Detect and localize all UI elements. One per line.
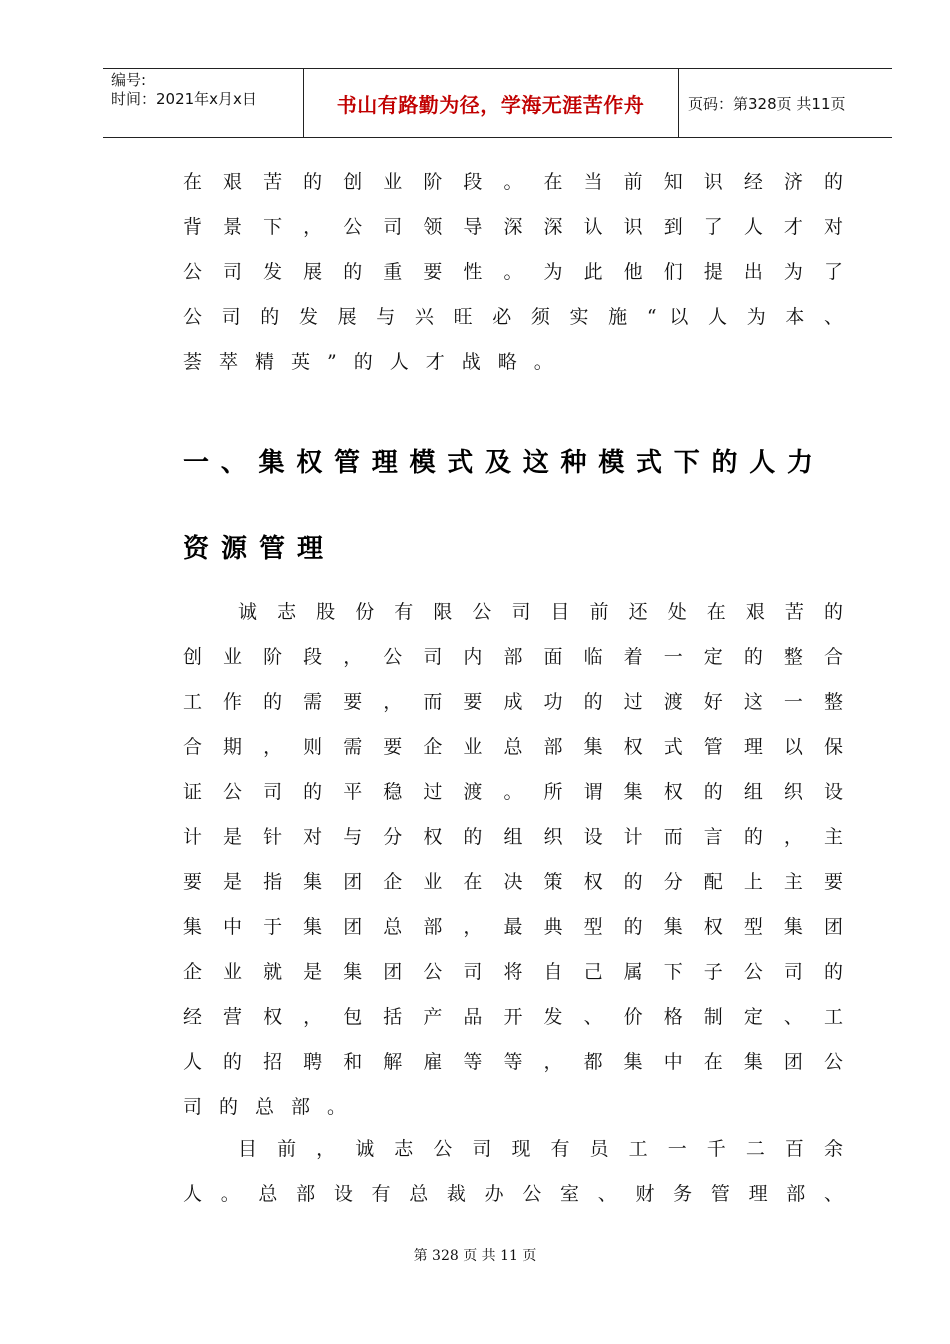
text-line: 企 业 就 是 集 团 公 司 将 自 己 属 下 子 公 司 的 bbox=[183, 961, 843, 983]
text-line: 创 业 阶 段 ， 公 司 内 部 面 临 着 一 定 的 整 合 bbox=[183, 646, 843, 668]
serial-label: 编号: bbox=[111, 71, 147, 89]
text-line: 在 艰 苦 的 创 业 阶 段 。 在 当 前 知 识 经 济 的 bbox=[183, 171, 843, 193]
text-line: 工 作 的 需 要 ， 而 要 成 功 的 过 渡 好 这 一 整 bbox=[183, 691, 843, 713]
intro-paragraph bbox=[183, 160, 843, 385]
header-page-info: 页码：第328页 共11页 bbox=[688, 94, 846, 113]
text-line: 证 公 司 的 平 稳 过 渡 。 所 谓 集 权 的 组 织 设 bbox=[183, 781, 843, 803]
text-line: 公 司 发 展 的 重 要 性 。 为 此 他 们 提 出 为 了 bbox=[183, 261, 843, 283]
text-line: 诚 志 股 份 有 限 公 司 目 前 还 处 在 艰 苦 的 bbox=[238, 601, 843, 623]
text-line: 人 的 招 聘 和 解 雇 等 等 ， 都 集 中 在 集 团 公 bbox=[183, 1051, 843, 1073]
page-header bbox=[103, 68, 892, 138]
text-line: 合 期 ， 则 需 要 企 业 总 部 集 权 式 管 理 以 保 bbox=[183, 736, 843, 758]
section-heading-line: 资源管理 bbox=[183, 534, 336, 564]
text-line: 集 中 于 集 团 总 部 ， 最 典 型 的 集 权 型 集 团 bbox=[183, 916, 843, 938]
text-line: 公 司 的 发 展 与 兴 旺 必 须 实 施 “ 以 人 为 本 、 bbox=[183, 306, 843, 328]
text-line: 司的总部。 bbox=[183, 1096, 364, 1118]
text-line: 目 前 ， 诚 志 公 司 现 有 员 工 一 千 二 百 余 bbox=[238, 1138, 843, 1160]
text-line: 要 是 指 集 团 企 业 在 决 策 权 的 分 配 上 主 要 bbox=[183, 871, 843, 893]
time-label: 时间：2021年x月x日 bbox=[111, 90, 257, 108]
text-line: 计 是 针 对 与 分 权 的 组 织 设 计 而 言 的 ， 主 bbox=[183, 826, 843, 848]
text-line: 人 。 总 部 设 有 总 裁 办 公 室 、 财 务 管 理 部 、 bbox=[183, 1183, 843, 1205]
section-heading bbox=[183, 420, 813, 592]
header-meta bbox=[111, 71, 257, 109]
body-paragraph bbox=[183, 590, 843, 1130]
text-line: 经 营 权 ， 包 括 产 品 开 发 、 价 格 制 定 、 工 bbox=[183, 1006, 843, 1028]
body-paragraph bbox=[183, 1127, 843, 1217]
page-footer: 第 328 页 共 11 页 bbox=[413, 1248, 537, 1264]
header-slogan: 书山有路勤为径，学海无涯苦作舟 bbox=[336, 92, 645, 117]
text-line: 背 景 下 ， 公 司 领 导 深 深 认 识 到 了 人 才 对 bbox=[183, 216, 843, 238]
text-line: 荟萃精英”的人才战略。 bbox=[183, 351, 570, 373]
section-heading-line: 一 、 集 权 管 理 模 式 及 这 种 模 式 下 的 人 力 bbox=[183, 448, 813, 478]
header-divider bbox=[678, 69, 679, 137]
